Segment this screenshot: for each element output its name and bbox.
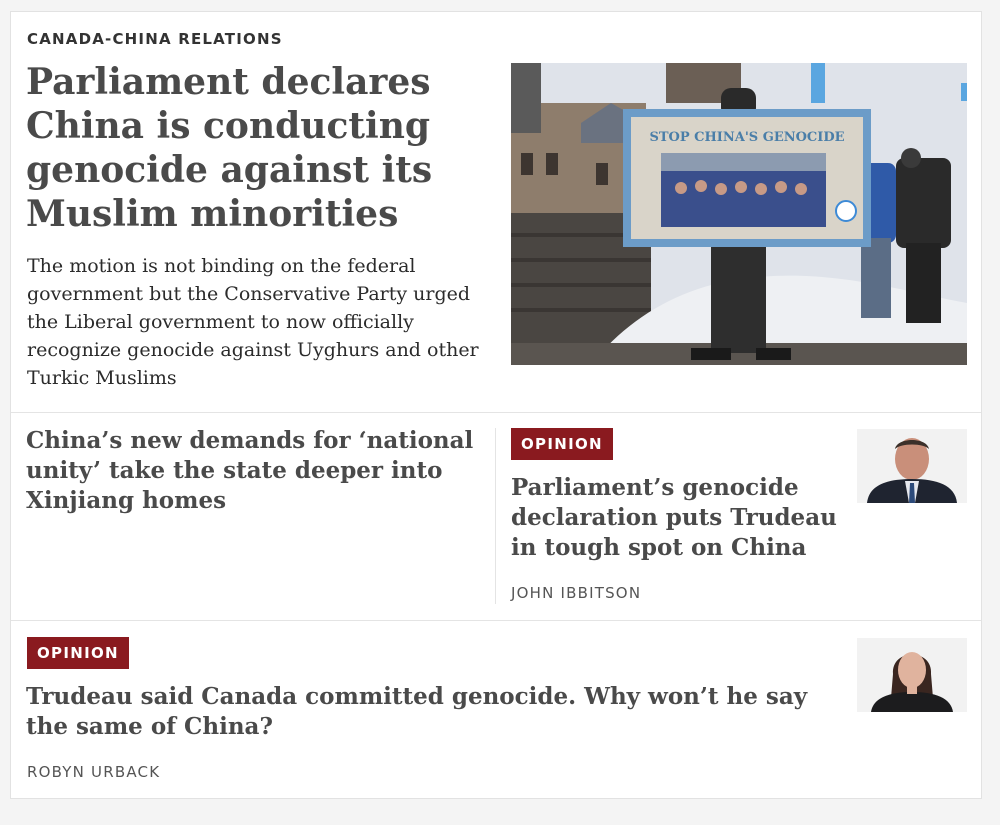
headshot-illustration xyxy=(857,429,967,503)
opinion-badge: OPINION xyxy=(511,428,613,460)
author-headshot[interactable] xyxy=(857,638,967,712)
author-headshot[interactable] xyxy=(857,429,967,503)
byline[interactable]: ROBYN URBACK xyxy=(27,763,161,781)
headshot-illustration xyxy=(857,638,967,712)
protest-photo-illustration xyxy=(511,63,967,365)
column-divider xyxy=(495,428,496,604)
opinion-badge: OPINION xyxy=(27,637,129,669)
sign-text: STOP CHINA'S GENOCIDE xyxy=(649,130,845,145)
opinion-headline[interactable]: Trudeau said Canada committed genocide. Why won’t he say the same of China? xyxy=(26,683,808,740)
story-headline[interactable]: China’s new demands for ‘national unity’ take the state deeper into Xinjiang homes xyxy=(26,427,474,514)
opinion-headline[interactable]: Parliament’s genocide declaration puts Trudeau in tough spot on China xyxy=(511,474,837,561)
lead-headline[interactable]: Parliament declares China is conducting genocide against its Muslim minorities xyxy=(26,61,433,235)
lead-summary: The motion is not binding on the federal government but the Conservative Party urged the Liberal government to now officially recognize genocide against Uyghurs and other Turkic Muslims xyxy=(27,255,479,389)
byline[interactable]: JOHN IBBITSON xyxy=(511,584,642,602)
section-kicker[interactable]: CANADA-CHINA RELATIONS xyxy=(27,30,283,48)
lead-photo[interactable] xyxy=(511,63,967,365)
divider xyxy=(11,412,981,413)
divider xyxy=(11,620,981,621)
news-card xyxy=(10,11,982,799)
